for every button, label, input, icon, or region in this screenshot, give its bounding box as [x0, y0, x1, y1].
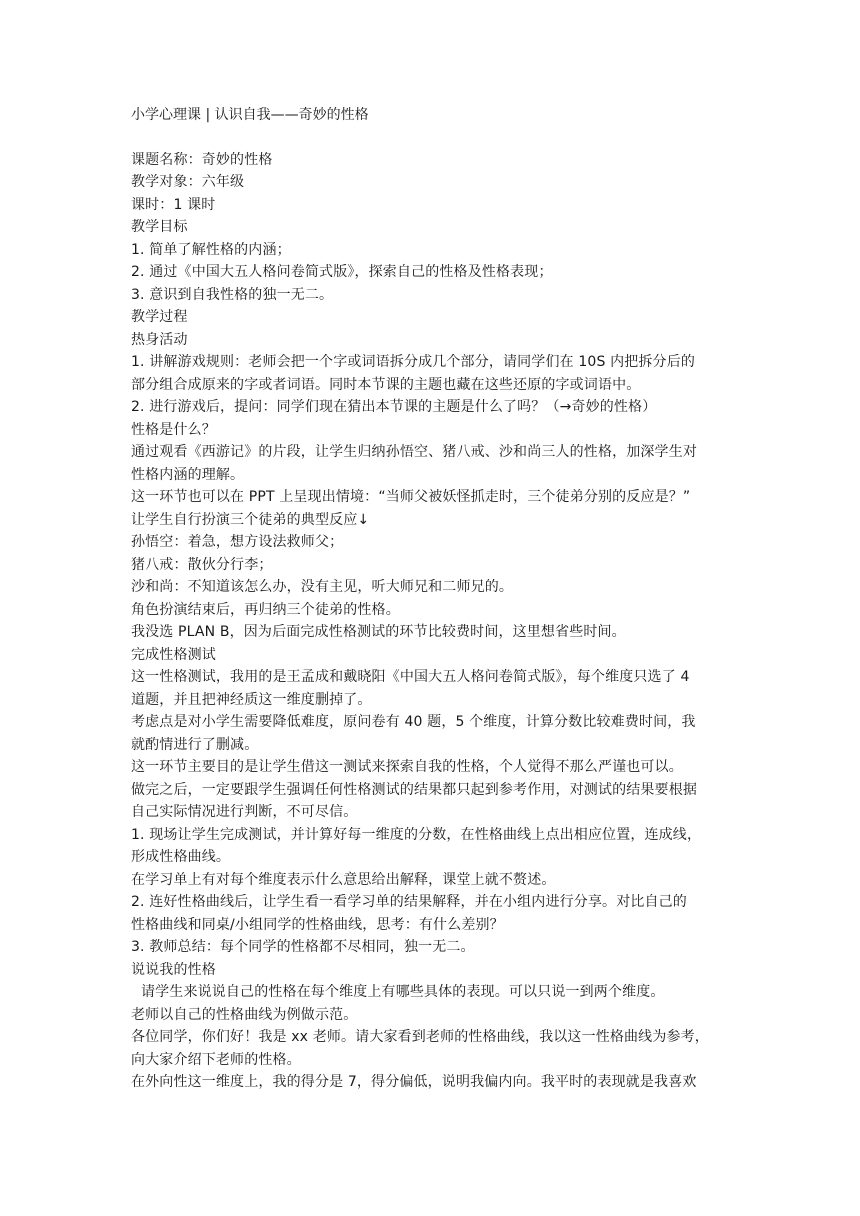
- text-line: 教学对象：六年级: [131, 174, 245, 190]
- text-line: 2. 连好性格曲线后，让学生看一看学习单的结果解释，并在小组内进行分享。对比自己的: [131, 894, 687, 910]
- text-line: 就酌情进行了删减。: [131, 736, 259, 753]
- text-line: 课题名称：奇妙的性格: [131, 151, 273, 168]
- section-heading: 教学过程: [131, 309, 188, 325]
- text-line: 这一性格测试，我用的是王孟成和戴晓阳《中国大五人格问卷简式版》，每个维度只选了 4: [131, 669, 690, 685]
- text-line: 做完之后，一定要跟学生强调任何性格测试的结果都只起到参考作用，对测试的结果要根据: [131, 781, 697, 798]
- text-line: 形成性格曲线。: [131, 849, 231, 865]
- text-line: 3. 意识到自我性格的独一无二。: [131, 286, 334, 303]
- section-heading: 完成性格测试: [131, 646, 216, 663]
- text-line: 老师以自己的性格曲线为例做示范。: [131, 1006, 358, 1023]
- document-title: 小学心理课 | 认识自我——奇妙的性格: [131, 107, 369, 123]
- text-line: 部分组合成原来的字或者词语。同时本节课的主题也藏在这些还原的字或词语中。: [131, 376, 641, 393]
- document-body: [131, 149, 731, 1094]
- text-line: 各位同学，你们好！我是 xx 老师。请大家看到老师的性格曲线，我以这一性格曲线为参考，: [131, 1029, 709, 1045]
- section-heading: 说说我的性格: [131, 961, 216, 978]
- text-line: 这一环节主要目的是让学生借这一测试来探索自我的性格，个人觉得不那么严谨也可以。: [131, 759, 683, 775]
- text-line: 性格曲线和同桌/小组同学的性格曲线，思考：有什么差别？: [131, 916, 504, 933]
- section-heading: 性格是什么？: [131, 421, 216, 438]
- text-line: 沙和尚：不知道该怎么办，没有主见，听大师兄和二师兄的。: [131, 579, 514, 595]
- text-line: 这一环节也可以在 PPT 上呈现出情境：“当师父被妖怪抓走时，三个徒弟分别的反应是？”: [131, 489, 691, 505]
- text-line: 在学习单上有对每个维度表示什么意思给出解释，课堂上就不赘述。: [131, 871, 556, 888]
- text-line: 课时：1 课时: [131, 196, 216, 213]
- text-line: 性格内涵的理解。: [131, 466, 245, 483]
- text-line: 2. 通过《中国大五人格问卷简式版》，探索自己的性格及性格表现；: [131, 264, 553, 280]
- text-line: 通过观看《西游记》的片段，让学生归纳孙悟空、猪八戒、沙和尚三人的性格，加深学生对: [131, 444, 697, 460]
- text-line: 1. 简单了解性格的内涵；: [131, 241, 291, 258]
- document-page: [131, 104, 731, 1094]
- text-line: 在外向性这一维度上，我的得分是 7，得分偏低，说明我偏内向。我平时的表现就是我喜欢: [131, 1074, 697, 1090]
- section-heading: 热身活动: [131, 331, 188, 348]
- text-line: 考虑点是对小学生需要降低难度，原问卷有 40 题，5 个维度，计算分数比较难费时间，我: [131, 714, 696, 730]
- text-line: 向大家介绍下老师的性格。: [131, 1051, 301, 1068]
- text-line: 1. 讲解游戏规则：老师会把一个字或词语拆分成几个部分，请同学们在 10S 内把拆分后的: [131, 354, 696, 370]
- section-heading: 教学目标: [131, 219, 188, 235]
- text-line: 自己实际情况进行判断，不可尽信。: [131, 804, 358, 820]
- text-line: 让学生自行扮演三个徒弟的典型反应↓: [131, 511, 370, 528]
- text-line: 1. 现场让学生完成测试，并计算好每一维度的分数，在性格曲线上点出相应位置，连成线，: [131, 826, 702, 843]
- text-line: 道题，并且把神经质这一维度删掉了。: [131, 691, 372, 708]
- text-line: 我没选 PLAN B，因为后面完成性格测试的环节比较费时间，这里想省些时间。: [131, 624, 626, 640]
- text-line: 角色扮演结束后，再归纳三个徒弟的性格。: [131, 601, 400, 618]
- text-line: 2. 进行游戏后，提问：同学们现在猜出本节课的主题是什么了吗？（→奇妙的性格）: [131, 399, 657, 415]
- text-line: 孙悟空：着急，想方设法救师父；: [131, 534, 344, 550]
- text-line: 猪八戒：散伙分行李；: [131, 556, 273, 573]
- text-line: 3. 教师总结：每个同学的性格都不尽相同，独一无二。: [131, 939, 475, 955]
- text-line: 请学生来说说自己的性格在每个维度上有哪些具体的表现。可以只说一到两个维度。: [141, 984, 665, 1000]
